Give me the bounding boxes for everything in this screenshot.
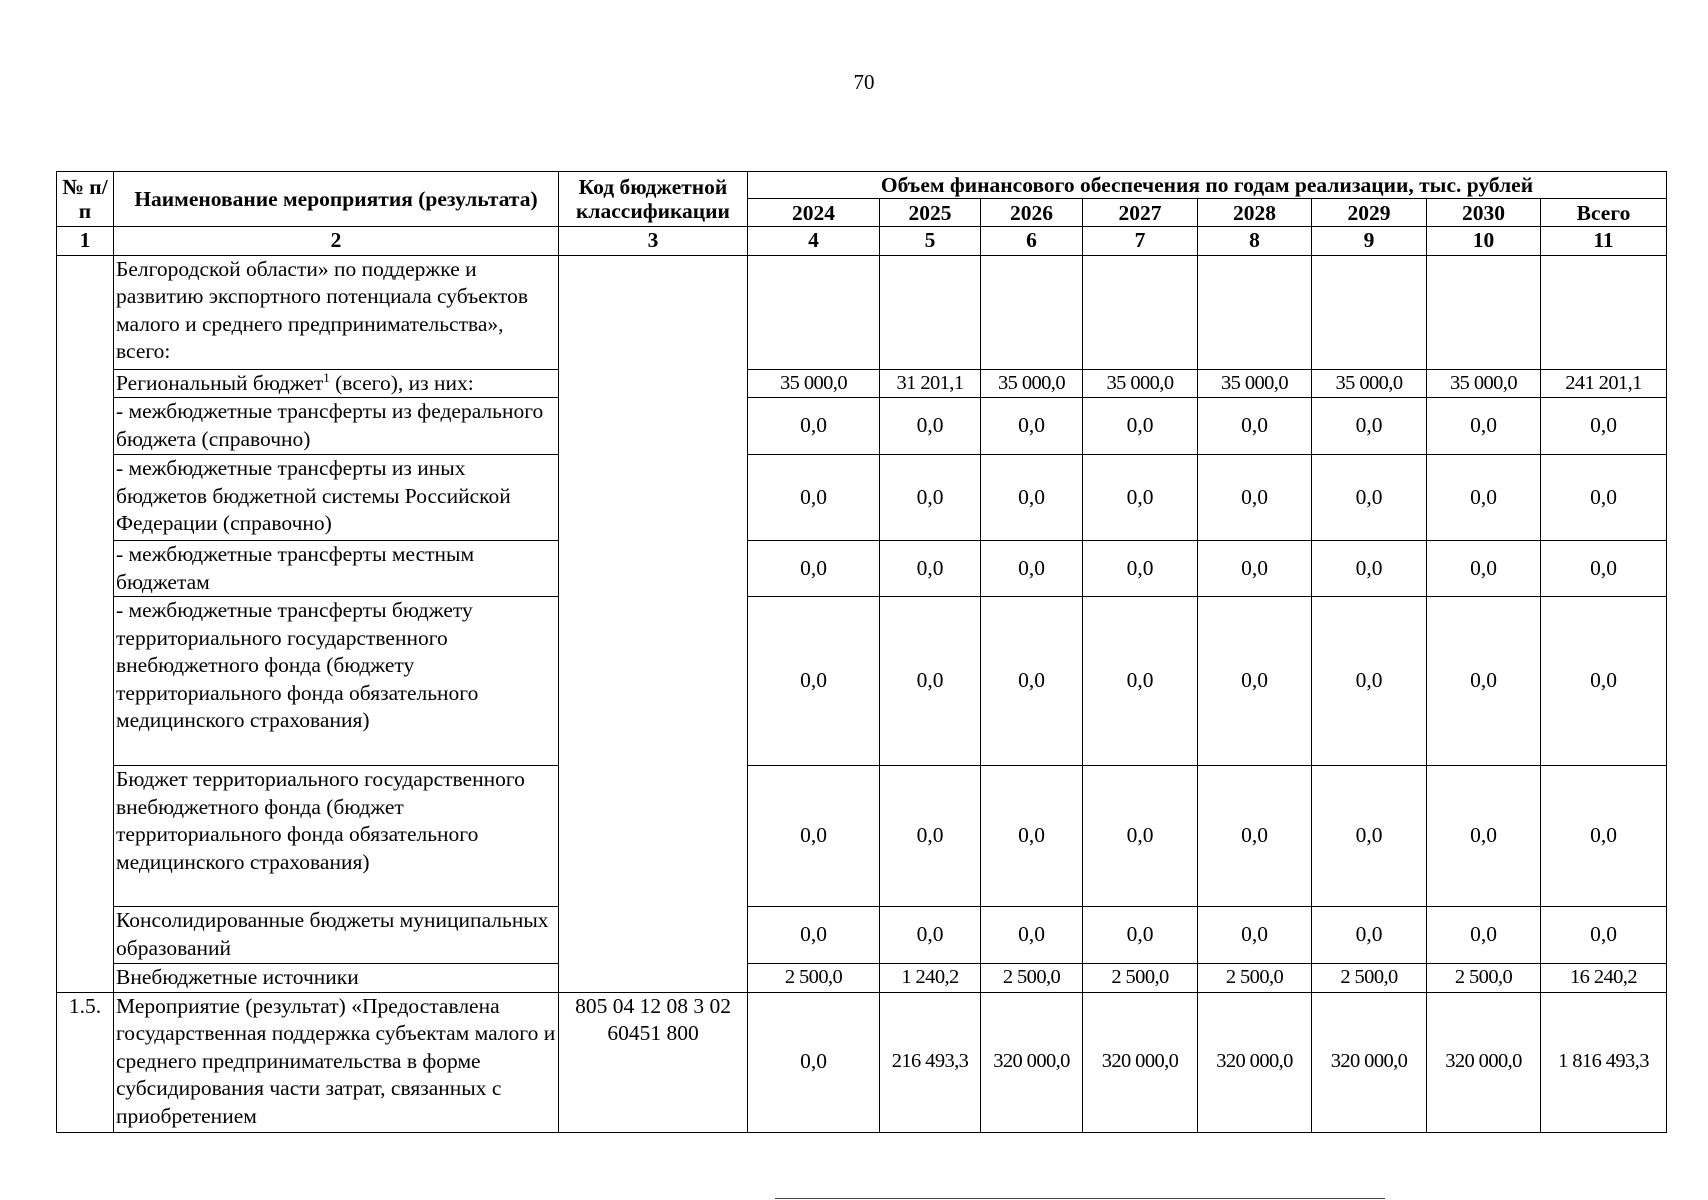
- value-cell: 0,0: [1541, 597, 1667, 766]
- value-cell: 241 201,1: [1541, 369, 1667, 398]
- row-code-empty: [559, 255, 748, 992]
- row-name: - межбюджетные трансферты из иных бюджетов бюджетной системы Российской Федерации (справочно): [114, 455, 559, 541]
- value-cell: 0,0: [1083, 541, 1198, 597]
- column-index: 5: [880, 227, 981, 256]
- value-cell: 320 000,0: [1427, 992, 1541, 1132]
- value-cell: 0,0: [1541, 398, 1667, 455]
- header-volume: Объем финансового обеспечения по годам реализации, тыс. рублей: [748, 172, 1667, 199]
- value-cell: 0,0: [1427, 455, 1541, 541]
- value-cell: 0,0: [981, 597, 1083, 766]
- column-index: 8: [1198, 227, 1312, 256]
- value-cell: 0,0: [748, 597, 880, 766]
- column-index: 9: [1312, 227, 1427, 256]
- financing-table: [56, 171, 1667, 1133]
- row-name: - межбюджетные трансферты местным бюджетам: [114, 541, 559, 597]
- value-cell: 0,0: [1427, 597, 1541, 766]
- value-cell: 0,0: [880, 455, 981, 541]
- table-row: [57, 907, 1667, 964]
- row-name: - межбюджетные трансферты из федерального бюджета (справочно): [114, 398, 559, 455]
- value-cell: 0,0: [1541, 907, 1667, 964]
- value-cell: 320 000,0: [1198, 992, 1312, 1132]
- value-cell: 0,0: [880, 597, 981, 766]
- table-row: [57, 398, 1667, 455]
- value-cell: 0,0: [1427, 907, 1541, 964]
- value-cell: 35 000,0: [1427, 369, 1541, 398]
- header-total: Всего: [1541, 199, 1667, 227]
- table-row: [57, 455, 1667, 541]
- value-cell: 35 000,0: [981, 369, 1083, 398]
- row-number-empty: [57, 255, 114, 992]
- value-cell: 0,0: [1427, 766, 1541, 907]
- value-cell: 1 240,2: [880, 964, 981, 993]
- value-cell: 0,0: [1312, 398, 1427, 455]
- header-code: Код бюджетной классификации: [559, 172, 748, 227]
- value-cell: 2 500,0: [1198, 964, 1312, 993]
- header-name: Наименование мероприятия (результата): [114, 172, 559, 227]
- value-cell: 0,0: [1198, 541, 1312, 597]
- row-name: Внебюджетные источники: [114, 964, 559, 993]
- value-cell: 0,0: [1427, 541, 1541, 597]
- row-name: Консолидированные бюджеты муниципальных образований: [114, 907, 559, 964]
- value-cell: 0,0: [981, 907, 1083, 964]
- value-cell: 35 000,0: [1312, 369, 1427, 398]
- value-cell: 0,0: [1312, 455, 1427, 541]
- value-cell: 0,0: [1198, 398, 1312, 455]
- header-year: 2024: [748, 199, 880, 227]
- value-cell: 320 000,0: [981, 992, 1083, 1132]
- column-index: 10: [1427, 227, 1541, 256]
- table-row: [57, 964, 1667, 993]
- value-cell: [1198, 255, 1312, 369]
- value-cell: 2 500,0: [1427, 964, 1541, 993]
- value-cell: [748, 255, 880, 369]
- value-cell: 0,0: [748, 398, 880, 455]
- value-cell: 0,0: [748, 992, 880, 1132]
- value-cell: 2 500,0: [748, 964, 880, 993]
- column-index: 11: [1541, 227, 1667, 256]
- header-number: № п/п: [57, 172, 114, 227]
- value-cell: 0,0: [1083, 398, 1198, 455]
- column-index: 2: [114, 227, 559, 256]
- header-year: 2027: [1083, 199, 1198, 227]
- value-cell: 0,0: [981, 541, 1083, 597]
- table-row: [57, 541, 1667, 597]
- column-index: 3: [559, 227, 748, 256]
- value-cell: 0,0: [1541, 766, 1667, 907]
- header-year: 2029: [1312, 199, 1427, 227]
- row-code: 805 04 12 08 3 02 60451 800: [559, 992, 748, 1132]
- value-cell: 35 000,0: [1198, 369, 1312, 398]
- header-year: 2025: [880, 199, 981, 227]
- value-cell: [880, 255, 981, 369]
- table-row: [57, 992, 1667, 1132]
- value-cell: 0,0: [1198, 907, 1312, 964]
- value-cell: 1 816 493,3: [1541, 992, 1667, 1132]
- value-cell: 16 240,2: [1541, 964, 1667, 993]
- header-year: 2030: [1427, 199, 1541, 227]
- value-cell: 35 000,0: [1083, 369, 1198, 398]
- table-row: [57, 597, 1667, 766]
- row-name: Мероприятие (результат) «Предоставлена государственная поддержка субъектам малого и среднего предпринимательства в форме субсидирования части затрат, связанных с приобретением: [114, 992, 559, 1132]
- value-cell: 0,0: [1312, 907, 1427, 964]
- value-cell: 0,0: [880, 907, 981, 964]
- bottom-rule: [775, 1198, 1385, 1199]
- value-cell: 0,0: [981, 398, 1083, 455]
- value-cell: 31 201,1: [880, 369, 981, 398]
- column-index: 7: [1083, 227, 1198, 256]
- value-cell: 0,0: [1427, 398, 1541, 455]
- value-cell: 0,0: [1083, 597, 1198, 766]
- value-cell: 216 493,3: [880, 992, 981, 1132]
- table-row: [57, 255, 1667, 369]
- value-cell: 0,0: [748, 455, 880, 541]
- value-cell: 0,0: [1083, 455, 1198, 541]
- column-index: 1: [57, 227, 114, 256]
- row-name: Бюджет территориального государственного внебюджетного фонда (бюджет территориального фонда обязательного медицинского страхования): [114, 766, 559, 907]
- value-cell: 0,0: [1198, 455, 1312, 541]
- row-name: - межбюджетные трансферты бюджету территориального государственного внебюджетного фонда (бюджету территориального фонда обязательного медицинского страхования): [114, 597, 559, 766]
- row-name: Региональный бюджет$^1$ (всего), из них:: [114, 369, 559, 398]
- value-cell: 320 000,0: [1312, 992, 1427, 1132]
- column-index: 6: [981, 227, 1083, 256]
- value-cell: 0,0: [880, 541, 981, 597]
- value-cell: 35 000,0: [748, 369, 880, 398]
- value-cell: 2 500,0: [1083, 964, 1198, 993]
- table-row: [57, 369, 1667, 398]
- table-row: [57, 766, 1667, 907]
- row-number: 1.5.: [57, 992, 114, 1132]
- value-cell: 2 500,0: [1312, 964, 1427, 993]
- value-cell: 0,0: [1312, 766, 1427, 907]
- column-index: 4: [748, 227, 880, 256]
- value-cell: 0,0: [981, 455, 1083, 541]
- value-cell: [1312, 255, 1427, 369]
- value-cell: 0,0: [1312, 541, 1427, 597]
- value-cell: 0,0: [748, 907, 880, 964]
- value-cell: 0,0: [748, 766, 880, 907]
- value-cell: 320 000,0: [1083, 992, 1198, 1132]
- value-cell: 0,0: [1312, 597, 1427, 766]
- value-cell: 0,0: [1083, 907, 1198, 964]
- value-cell: 0,0: [880, 398, 981, 455]
- value-cell: 2 500,0: [981, 964, 1083, 993]
- value-cell: 0,0: [981, 766, 1083, 907]
- value-cell: 0,0: [1198, 766, 1312, 907]
- value-cell: 0,0: [748, 541, 880, 597]
- value-cell: 0,0: [1541, 455, 1667, 541]
- header-year: 2026: [981, 199, 1083, 227]
- value-cell: [981, 255, 1083, 369]
- footnote-mark: 1: [323, 369, 330, 385]
- value-cell: 0,0: [1198, 597, 1312, 766]
- value-cell: [1541, 255, 1667, 369]
- value-cell: 0,0: [1541, 541, 1667, 597]
- row-name: Белгородской области» по поддержке и развитию экспортного потенциала субъектов малого и среднего предпринимательства», всего:: [114, 255, 559, 369]
- value-cell: [1427, 255, 1541, 369]
- page-number: 70: [853, 70, 875, 94]
- value-cell: [1083, 255, 1198, 369]
- value-cell: 0,0: [880, 766, 981, 907]
- column-index-row: [57, 227, 1667, 256]
- value-cell: 0,0: [1083, 766, 1198, 907]
- header-year: 2028: [1198, 199, 1312, 227]
